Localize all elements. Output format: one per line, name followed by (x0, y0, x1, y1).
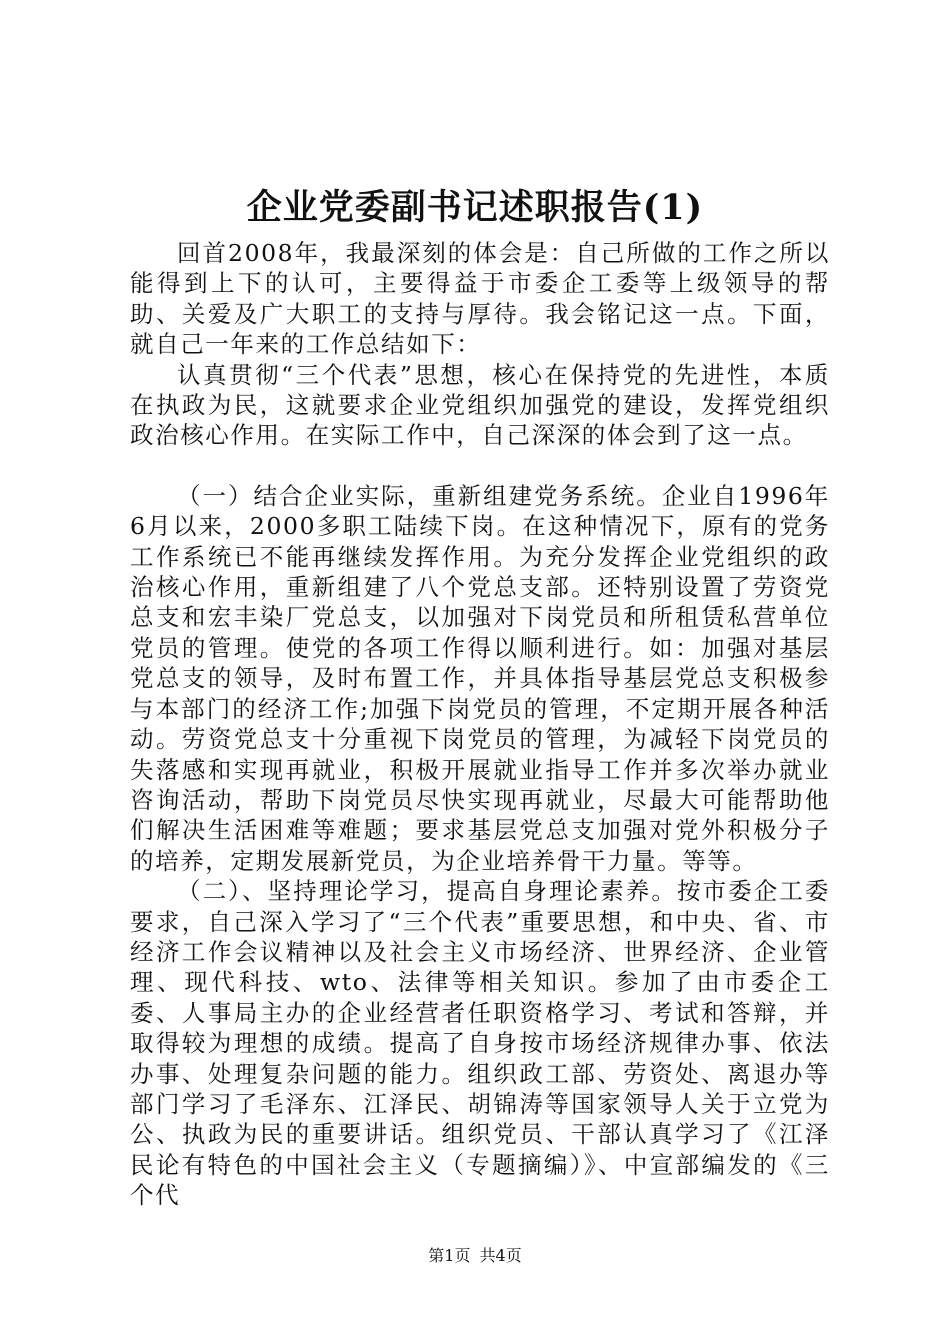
paragraph-intro: 回首2008年，我最深刻的体会是：自己所做的工作之所以能得到上下的认可，主要得益于市委企工委等上级领导的帮助、关爱及广大职工的支持与厚待。我会铭记这一点。下面，就自己一年来的工作总结如下： (130, 239, 830, 359)
document-title: 企业党委副书记述职报告(1) (246, 187, 704, 228)
page-total: 共4页 (479, 1246, 522, 1265)
page-footer (0, 1246, 950, 1266)
paragraph-section-two: （二）、坚持理论学习，提高自身理论素养。按市委企工委要求，自己深入学习了“三个代表”重要思想，和中央、省、市经济工作会议精神以及社会主义市场经济、世界经济、企业管理、现代科技、wto、法律等相关知识。参加了由市委企工委、人事局主办的企业经营者任职资格学习、考试和答辩，并取得较为理想的成绩。提高了自身按市场经济规律办事、依法办事、处理复杂问题的能力。组织政工部、劳资处、离退办等部门学习了毛泽东、江泽民、胡锦涛等国家领导人关于立党为公、执政为民的重要讲话。组织党员、干部认真学习了《江泽民论有特色的中国社会主义（专题摘编）》、中宣部编发的《三个代 (130, 877, 830, 1210)
paragraph-section-one: （一）结合企业实际，重新组建党务系统。企业自1996年6月以来，2000多职工陆续下岗。在这种情况下，原有的党务工作系统已不能再继续发挥作用。为充分发挥企业党组织的政治核心作用，重新组建了八个党总支部。还特别设置了劳资党总支和宏丰染厂党总支，以加强对下岗党员和所租赁私营单位党员的管理。使党的各项工作得以顺利进行。如：加强对基层党总支的领导，及时布置工作，并具体指导基层党总支积极参与本部门的经济工作;加强下岗党员的管理，不定期开展各种活动。劳资党总支十分重视下岗党员的管理，为减轻下岗党员的失落感和实现再就业，积极开展就业指导工作并多次举办就业咨询活动，帮助下岗党员尽快实现再就业，尽最大可能帮助他们解决生活困难等难题；要求基层党总支加强对党外积极分子的培养，定期发展新党员，为企业培养骨干力量。等等。 (130, 481, 830, 875)
paragraph-three-represents: 认真贯彻“三个代表”思想，核心在保持党的先进性，本质在执政为民，这就要求企业党组织加强党的建设，发挥党组织政治核心作用。在实际工作中，自己深深的体会到了这一点。 (130, 360, 830, 450)
page-number: 第1页 (428, 1246, 471, 1265)
document-body (130, 238, 830, 1211)
